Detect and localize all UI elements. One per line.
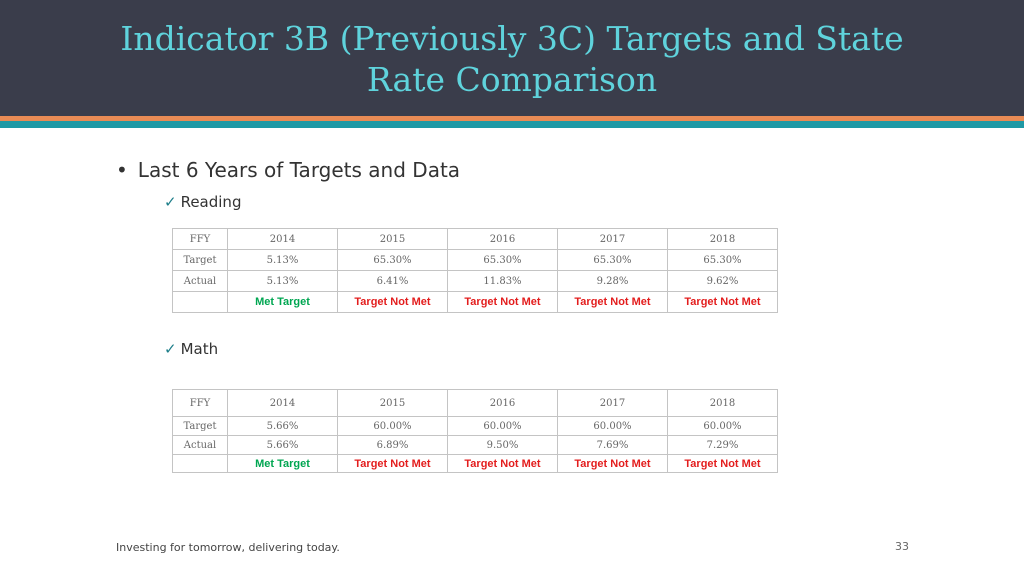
- year-cell: 2015: [338, 229, 448, 250]
- slide-title-line-1: Indicator 3B (Previously 3C) Targets and State: [120, 19, 904, 58]
- year-cell: 2016: [448, 229, 558, 250]
- target-cell: 5.66%: [228, 417, 338, 436]
- bullet-text: Last 6 Years of Targets and Data: [137, 158, 461, 182]
- accent-stripe-teal: [0, 121, 1024, 128]
- target-cell: 65.30%: [338, 250, 448, 271]
- table-row-actual: [173, 271, 778, 292]
- year-cell: 2014: [228, 390, 338, 417]
- status-cell-not-met: Target Not Met: [668, 292, 778, 313]
- target-cell: 60.00%: [558, 417, 668, 436]
- year-cell: 2017: [558, 390, 668, 417]
- title-bar: [0, 0, 1024, 116]
- year-cell: 2018: [668, 390, 778, 417]
- actual-cell: 7.69%: [558, 436, 668, 455]
- row-label-cell: Actual: [173, 436, 228, 455]
- target-cell: 65.30%: [668, 250, 778, 271]
- empty-cell: [173, 455, 228, 473]
- target-cell: 60.00%: [338, 417, 448, 436]
- actual-cell: 6.89%: [338, 436, 448, 455]
- table-row-status: [173, 455, 778, 473]
- actual-cell: 5.66%: [228, 436, 338, 455]
- row-label-cell: Target: [173, 250, 228, 271]
- target-cell: 5.13%: [228, 250, 338, 271]
- status-cell-not-met: Target Not Met: [338, 292, 448, 313]
- empty-cell: [173, 292, 228, 313]
- table-row-target: [173, 250, 778, 271]
- target-cell: 60.00%: [668, 417, 778, 436]
- status-cell-not-met: Target Not Met: [448, 292, 558, 313]
- bullet-item: [116, 158, 460, 182]
- checkmark-icon: ✓: [164, 193, 177, 211]
- sub-item-math: [164, 340, 218, 358]
- actual-cell: 11.83%: [448, 271, 558, 292]
- year-cell: 2018: [668, 229, 778, 250]
- actual-cell: 7.29%: [668, 436, 778, 455]
- year-cell: 2017: [558, 229, 668, 250]
- row-label-cell: Target: [173, 417, 228, 436]
- math-table: [172, 389, 778, 473]
- actual-cell: 9.50%: [448, 436, 558, 455]
- status-cell-not-met: Target Not Met: [338, 455, 448, 473]
- status-cell-met: Met Target: [228, 455, 338, 473]
- target-cell: 65.30%: [448, 250, 558, 271]
- slide-title: [0, 18, 1024, 100]
- page-number: 33: [895, 540, 909, 553]
- reading-table: [172, 228, 778, 313]
- table-row-target: [173, 417, 778, 436]
- slide-title-line-2: Rate Comparison: [366, 60, 658, 99]
- reading-heading: Reading: [180, 193, 242, 211]
- table-row-status: [173, 292, 778, 313]
- target-cell: 65.30%: [558, 250, 668, 271]
- footer-tagline: Investing for tomorrow, delivering today.: [116, 541, 340, 554]
- header-cell: FFY: [173, 390, 228, 417]
- sub-item-reading: [164, 193, 241, 211]
- actual-cell: 6.41%: [338, 271, 448, 292]
- checkmark-icon: ✓: [164, 340, 177, 358]
- table-header-row: [173, 229, 778, 250]
- header-cell: FFY: [173, 229, 228, 250]
- actual-cell: 9.28%: [558, 271, 668, 292]
- math-heading: Math: [180, 340, 219, 358]
- target-cell: 60.00%: [448, 417, 558, 436]
- year-cell: 2014: [228, 229, 338, 250]
- bullet-dot-icon: •: [116, 158, 128, 182]
- status-cell-not-met: Target Not Met: [668, 455, 778, 473]
- status-cell-not-met: Target Not Met: [558, 455, 668, 473]
- table-header-row: [173, 390, 778, 417]
- year-cell: 2016: [448, 390, 558, 417]
- row-label-cell: Actual: [173, 271, 228, 292]
- status-cell-not-met: Target Not Met: [558, 292, 668, 313]
- status-cell-not-met: Target Not Met: [448, 455, 558, 473]
- actual-cell: 9.62%: [668, 271, 778, 292]
- year-cell: 2015: [338, 390, 448, 417]
- status-cell-met: Met Target: [228, 292, 338, 313]
- actual-cell: 5.13%: [228, 271, 338, 292]
- table-row-actual: [173, 436, 778, 455]
